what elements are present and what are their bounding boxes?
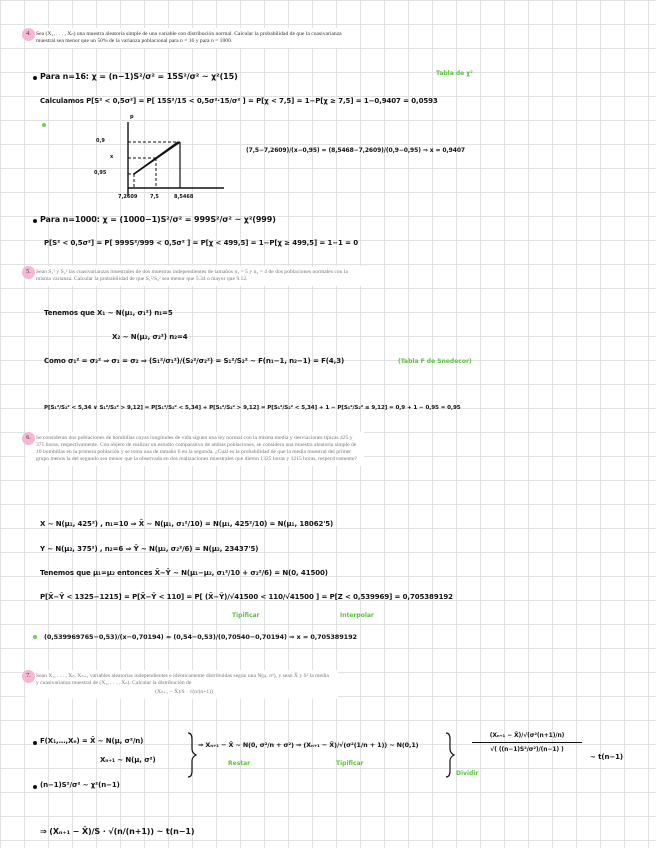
problem-number-badge: 7. xyxy=(22,670,35,683)
problem-7-statement xyxy=(26,670,338,699)
p6-line-1: X ~ N(μ₁, 425²) , n₁=10 ⇒ X̄ ~ N(μ₁, σ₁²/10) = N(μ₁, 425²/10) = N(μ₁, 18062'5) xyxy=(40,520,334,528)
p7-final: ⇒ (Xₙ₊₁ − X̄)/S · √(n/(n+1)) ~ t(n−1) xyxy=(40,827,195,836)
interpolation-equation: (7,5−7,2609)/(x−0,95) = (8,5468−7,2609)/(0,9−0,95) ⇒ x = 0,9407 xyxy=(246,147,465,154)
problem-text: Sean S₁² y S₂² las cuasivarianzas muestrales de dos muestras independientes de tamaños n₁ = 5 y n₂ = 4 de dos poblaciones normales con la misma varianza. Calcular la probabilidad de que S₁²/S₂² sea menor que 5.34 o mayor que 9.12. xyxy=(36,269,348,282)
p6-interpolation: (0,539969765−0,53)/(x−0,70194) = (0,54−0,53)/(0,70540−0,70194) ⇒ x = 0,705389192 xyxy=(44,633,357,641)
x-tick-label-3: 8,5468 xyxy=(174,194,194,200)
graph-svg xyxy=(90,118,230,208)
p5-line-2: X₂ ~ N(μ₂, σ₂²) n₂=4 xyxy=(112,333,188,341)
equation-n1000: Para n=1000: χ = (1000−1)S²/σ² = 999S²/σ² ~ χ²(999) xyxy=(40,215,276,224)
green-annotation-restar: Restar xyxy=(228,760,251,767)
problem-6-statement xyxy=(26,432,364,466)
problem-5-statement xyxy=(26,266,364,286)
brace-left xyxy=(188,733,196,777)
p6-line-2: Y ~ N(μ₂, 375²) , n₂=6 ⇒ Ȳ ~ N(μ₂, σ₂²/6) = N(μ₂, 23437'5) xyxy=(40,545,259,553)
x-tick-label-2: 7,5 xyxy=(150,194,159,200)
green-annotation-tipificar: Tipificar xyxy=(232,612,260,619)
fraction-bar xyxy=(472,742,582,743)
bullet-dot xyxy=(33,76,37,80)
p7-line-2: Xₙ₊₁ ~ N(μ, σ²) xyxy=(100,756,156,764)
p7-line-1: F(X₁,…,Xₙ) = X̄ ~ N(μ, σ²/n) xyxy=(40,737,144,745)
problem-number-badge: 6. xyxy=(22,432,35,445)
green-annotation-tipificar: Tipificar xyxy=(336,760,364,767)
big-fraction-result: ~ t(n−1) xyxy=(590,753,623,761)
bullet-dot xyxy=(33,219,37,223)
problem-text: Se consideran dos poblaciones de bombillas cuyas longitudes de vida siguen una ley normal con la misma media y desviaciones típicas 425 y 375 horas, respectivamente. Con objeto de realizar un estudio comparativo de ambas poblaciones, se considera una muestra aleatoria simple de 10 bombillas en la primera población y se toma una de tamaño 6 en la segunda. ¿Cuál es la probabilidad de que la media muestral del primer grupo menos la del segundo sea menor que la observada en dos realizaciones muestrales que dieron 1325 horas y 1215 horas, respectivamente? xyxy=(36,435,357,462)
p5-result: P[S₁²/S₂² < 5,34 ∨ S₁²/S₂² > 9,12] = P[S₁²/S₂² < 5,34] + P[S₁²/S₂² > 9,12] = P[S₁²/S₂² < 5,34] + 1 − P[S₁²/S₂² ≤ 9,12] = 0,9 + 1 − 0,95 = 0,95 xyxy=(44,405,461,411)
problem-number-badge: 4. xyxy=(22,28,35,41)
p7-big-fraction xyxy=(472,732,582,753)
green-annotation-tabla-chi2: Tabla de χ² xyxy=(436,70,473,77)
equation-calculamos: Calculamos P[S² < 0,5σ²] = P[ 15S²/15 < 0,5σ²·15/σ² ] = P[χ < 7,5] = 1−P[χ ≥ 7,5] = 1−0,9407 = 0,0593 xyxy=(40,97,438,105)
big-fraction-numerator: (Xₙ₊₁ − X̄)/√(σ²(n+1)/n) xyxy=(489,732,565,739)
equation-n16: Para n=16: χ = (n−1)S²/σ² = 15S²/σ² ~ χ²(15) xyxy=(40,72,238,81)
green-annotation-interpolar: Interpolar xyxy=(340,612,374,619)
bullet-dot xyxy=(33,785,37,789)
axis-p-label: p xyxy=(130,114,134,120)
problem-4-statement xyxy=(26,28,354,48)
p7-line-3: (n−1)S²/σ² ~ χ²(n−1) xyxy=(40,781,120,789)
y-tick-label-2: x xyxy=(110,154,114,160)
problem-text: Sea (X₁, . . . , Xₙ) una muestra aleatoria simple de una variable con distribución normal. Calcular la probabilidad de que la cuasivarianza muestral sea menor que un 50% de la varianza poblacional para n = 16 y para n = 1000. xyxy=(36,31,342,44)
x-tick-label-1: 7,2609 xyxy=(118,194,138,200)
result-n1000: P[S² < 0,5σ²] = P[ 999S²/999 < 0,5σ² ] = P[χ < 499,5] = 1−P[χ ≥ 499,5] = 1−1 = 0 xyxy=(44,239,359,247)
green-bullet-dot xyxy=(42,123,46,127)
green-annotation-dividir: Dividir xyxy=(456,770,479,777)
problem-number-badge: 5. xyxy=(22,266,35,279)
y-tick-label-1: 0,9 xyxy=(96,138,105,144)
problem-formula: (Xₙ₊₁ − X̄)/S · √(n/(n+1)) xyxy=(155,689,213,695)
p5-line-1: Tenemos que X₁ ~ N(μ₁, σ₁²) n₁=5 xyxy=(44,309,173,317)
y-tick-label-3: 0,95 xyxy=(94,170,107,176)
p5-line-3: Como σ₁² = σ₂² ⇒ σ₁ = σ₂ ⇒ (S₁²/σ₁²)/(S₂²/σ₂²) = S₁²/S₂² ~ F(n₁−1, n₂−1) = F(4,3) xyxy=(44,357,345,365)
big-fraction-denominator: √( ((n−1)S²/σ²)/(n−1) ) xyxy=(490,746,564,753)
p7-implies: ⇒ Xₙ₊₁ − X̄ ~ N(0, σ²/n + σ²) ⇒ (Xₙ₊₁ − X̄)/√(σ²(1/n + 1)) ~ N(0,1) xyxy=(198,741,419,749)
green-annotation-tabla-f: (Tabla F de Snedecor) xyxy=(398,358,472,365)
p6-line-3: Tenemos que μ₁=μ₂ entonces X̄−Ȳ ~ N(μ₁−μ₂, σ₁²/10 + σ₂²/6) = N(0, 41500) xyxy=(40,569,328,577)
green-bullet-dot xyxy=(33,635,37,639)
interpolation-graph xyxy=(90,114,230,208)
brace-right xyxy=(446,733,454,777)
problem-text: Sean X₁, . . . , Xₙ, Xₙ₊₁ variables aleatorias independientes e idénticamente distribuidas según una N(μ, σ²), y sean X̄ y S² la media y cuasivarianza muestral de (X₁, . . . , Xₙ). Calcular la distribución de xyxy=(36,673,329,686)
p6-line-4: P[X̄−Ȳ < 1325−1215] = P[X̄−Ȳ < 110] = P[ (X̄−Ȳ)/√41500 < 110/√41500 ] = P[Z < 0,539969] = 0,705389192 xyxy=(40,593,453,601)
bullet-dot xyxy=(33,741,37,745)
